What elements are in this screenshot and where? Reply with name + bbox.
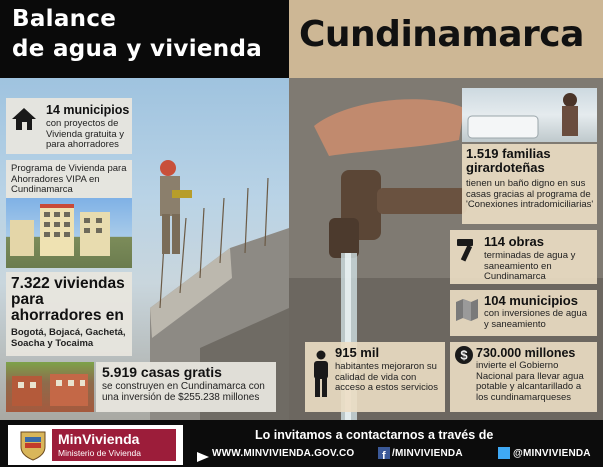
facebook-link[interactable]: /MINVIVIENDA: [392, 448, 463, 459]
dollar-icon: [454, 345, 474, 365]
casas-box: [96, 362, 276, 412]
contact-cta: Lo invitamos a contactarnos a través de: [255, 428, 494, 442]
minvivienda-brand: [52, 429, 176, 461]
header-right: [289, 0, 603, 78]
vipa-apartments-photo: [6, 198, 132, 268]
map-icon: [454, 298, 480, 322]
casas-photo: [6, 362, 94, 412]
obras-box: [450, 230, 597, 284]
houses-illustration: [6, 362, 94, 412]
vipa-title: Programa de Vivienda para Ahorradores VIPA en Cundinamarca: [11, 163, 127, 195]
viviendas-box: [6, 272, 132, 356]
familias-box: [462, 144, 597, 224]
vipa-title-box: [6, 160, 132, 198]
casas-desc: se construyen en Cundinamarca con una inversión de $255.238 millones: [102, 381, 265, 403]
brand-name: MinVivienda: [58, 431, 140, 447]
habitantes-box: [305, 342, 445, 412]
person-icon: [311, 350, 331, 398]
svg-text:$: $: [460, 347, 468, 363]
bathroom-photo: [462, 88, 597, 142]
header-left: [0, 0, 289, 78]
municipios-count: 14 municipios: [46, 103, 130, 117]
twitter-link[interactable]: @MINVIVIENDA: [513, 448, 591, 459]
region-title: Cundinamarca: [299, 14, 584, 55]
inversion-box: [450, 342, 597, 412]
casas-count: 5.919 casas gratis: [102, 364, 222, 380]
brand-sub: Ministerio de Vivienda: [58, 448, 141, 458]
familias-desc: tienen un baño digno en sus casas gracias al programa de 'Conexiones intradomiciliarias': [466, 178, 594, 210]
title-line-2: de agua y vivienda: [12, 36, 263, 62]
municipios-agua-count: 104 municipios: [484, 293, 578, 308]
bathroom-illustration: [462, 88, 597, 142]
viviendas-places: Bogotá, Bojacá, Gachetá, Soacha y Tocaima: [11, 327, 126, 349]
municipios-agua-desc: con inversiones de agua y saneamiento: [484, 308, 587, 330]
website-link[interactable]: WWW.MINVIVIENDA.GOV.CO: [212, 448, 355, 459]
inversion-amount: 730.000 millones: [476, 346, 576, 360]
municipios-vivienda-box: [6, 98, 132, 154]
obras-desc: terminadas de agua y saneamiento en Cundinamarca: [484, 250, 576, 282]
municipios-agua-box: [450, 290, 597, 336]
hammer-icon: [455, 236, 481, 262]
apartments-illustration: [6, 198, 132, 268]
familias-count: 1.519 familias girardoteñas: [466, 146, 551, 175]
title-line-1: Balance: [12, 6, 117, 32]
twitter-icon[interactable]: [498, 447, 510, 459]
obras-count: 114 obras: [484, 234, 544, 249]
house-icon: [11, 106, 37, 132]
municipios-desc: con proyectos de Vivienda gratuita y para ahorradores: [46, 118, 124, 150]
coat-of-arms-icon: [16, 429, 50, 461]
pointer-icon: [197, 449, 209, 459]
viviendas-count: 7.322 viviendas para ahorradores en: [11, 275, 125, 324]
svg-text:f: f: [382, 450, 386, 460]
habitantes-count: 915 mil: [335, 345, 380, 360]
habitantes-desc: habitantes mejoraron su calidad de vida con acceso a estos servicios: [335, 361, 438, 393]
facebook-icon[interactable]: [378, 447, 390, 459]
inversion-desc: invierte el Gobierno Nacional para llevar agua potable y alcantarillado a los cundinamarqueses: [476, 360, 584, 403]
